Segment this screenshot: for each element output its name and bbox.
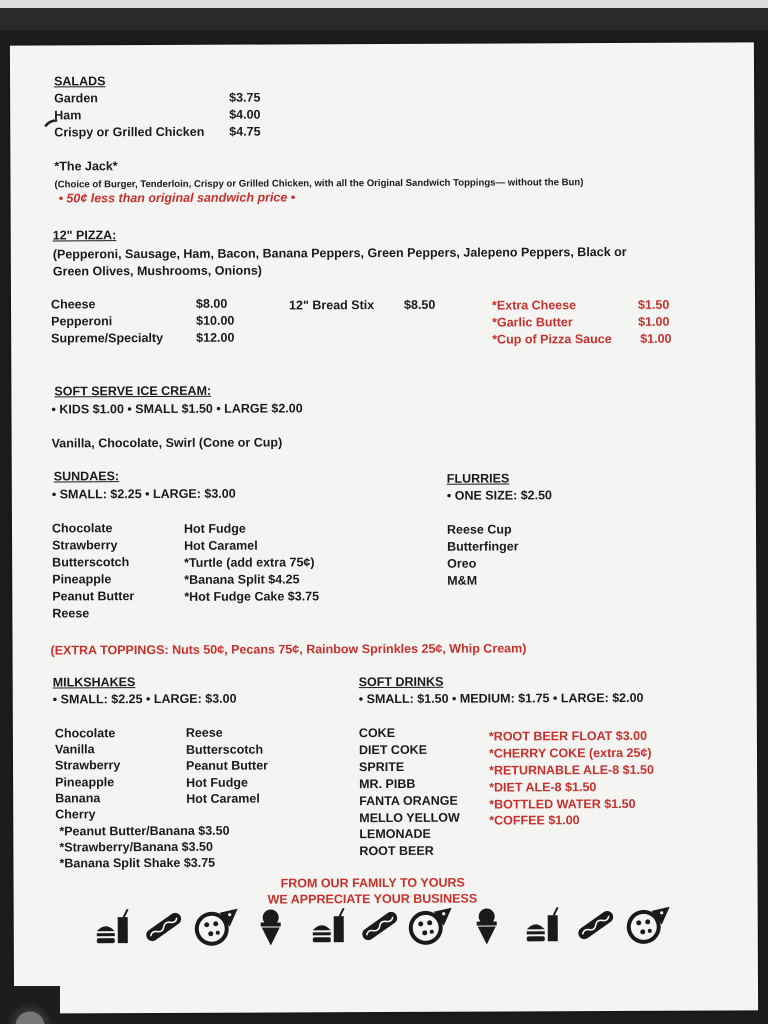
milkshake-flavor: Reese	[185, 725, 223, 740]
menu-page	[10, 42, 758, 1013]
milkshake-flavor: Banana	[55, 791, 101, 806]
burger-drink-icon	[94, 909, 132, 945]
pizza-extra-price: $1.50	[637, 297, 670, 312]
flurry-flavor: Butterfinger	[447, 539, 519, 554]
salad-price: $3.75	[229, 90, 261, 105]
soft-drink: SPRITE	[359, 759, 405, 775]
milkshake-special: *Banana Split Shake $3.75	[59, 855, 216, 871]
hot-dog-icon	[142, 911, 186, 943]
milkshake-flavor: Chocolate	[54, 726, 116, 741]
drink-special: *DIET ALE-8 $1.50	[489, 780, 597, 795]
milkshake-flavor: Vanilla	[54, 742, 95, 757]
soft-drink: COKE	[358, 725, 396, 741]
jack-description: (Choice of Burger, Tenderloin, Crispy or Grilled Chicken, with all the Original Sandwich Toppings— without the Bun)	[54, 177, 584, 191]
milkshake-flavor: Butterscotch	[185, 742, 264, 757]
pizza-price: $8.00	[195, 296, 228, 311]
soft-drinks-heading: SOFT DRINKS	[358, 674, 444, 690]
drink-special: *COFFEE $1.00	[489, 813, 580, 828]
milkshake-special: *Peanut Butter/Banana $3.50	[59, 823, 230, 839]
photo-frame-top	[0, 0, 768, 30]
sundaes-sizes: • SMALL: $2.25 • LARGE: $3.00	[51, 486, 236, 502]
ice-cream-cone-icon	[258, 908, 284, 946]
sundae-flavor: Butterscotch	[52, 555, 130, 570]
drink-special: *BOTTLED WATER $1.50	[489, 796, 636, 812]
bread-stix-name: 12" Bread Stix	[288, 298, 375, 313]
sundae-topping: Hot Caramel	[184, 538, 258, 553]
photo-corner-object	[0, 986, 60, 1024]
sundae-flavor: Pineapple	[52, 572, 112, 587]
salad-price: $4.75	[229, 124, 261, 139]
sundae-topping: *Banana Split $4.25	[184, 572, 300, 587]
burger-drink-icon	[310, 908, 348, 944]
pizza-name: Pepperoni	[51, 314, 113, 329]
footer-line2: WE APPRECIATE YOUR BUSINESS	[267, 891, 478, 907]
sundae-topping: *Hot Fudge Cake $3.75	[184, 589, 320, 604]
milkshake-flavor: Hot Fudge	[186, 775, 248, 790]
milkshake-flavor: Peanut Butter	[186, 758, 269, 773]
soft-serve-sizes: • KIDS $1.00 • SMALL $1.50 • LARGE $2.00	[51, 401, 303, 417]
pizza-extra-price: $1.00	[640, 331, 672, 346]
soft-drink: LEMONADE	[359, 826, 431, 842]
ice-cream-cone-icon	[474, 907, 500, 945]
pizza-toppings-line1: (Pepperoni, Sausage, Ham, Bacon, Banana Peppers, Green Peppers, Jalepeno Peppers, Black or	[52, 244, 627, 262]
pizza-extra-name: *Garlic Butter	[492, 315, 573, 330]
soft-serve-heading: SOFT SERVE ICE CREAM:	[54, 383, 212, 399]
pizza-price: $12.00	[196, 330, 235, 345]
pizza-name: Supreme/Specialty	[51, 330, 164, 346]
pizza-icon	[624, 905, 672, 945]
pizza-icon	[192, 907, 240, 947]
milkshake-flavor: Strawberry	[55, 758, 121, 773]
flurry-flavor: Reese Cup	[446, 522, 512, 537]
milkshakes-sizes: • SMALL: $2.25 • LARGE: $3.00	[52, 691, 237, 707]
sundae-topping: Hot Fudge	[183, 521, 246, 536]
bread-stix-price: $8.50	[403, 297, 436, 312]
pizza-icon	[406, 906, 454, 946]
burger-drink-icon	[524, 907, 562, 943]
sundae-flavor: Peanut Butter	[52, 589, 135, 604]
hot-dog-icon	[358, 910, 402, 942]
sundae-topping: *Turtle (add extra 75¢)	[184, 555, 315, 570]
salad-name: Ham	[54, 108, 82, 123]
pizza-extra-name: *Cup of Pizza Sauce	[492, 332, 612, 347]
soft-drink: MR. PIBB	[359, 776, 416, 792]
pizza-name: Cheese	[50, 297, 96, 312]
soft-drink: ROOT BEER	[359, 843, 434, 859]
milkshake-flavor: Pineapple	[55, 775, 115, 790]
pizza-heading: 12" PIZZA:	[52, 228, 117, 243]
hot-dog-icon	[574, 909, 618, 941]
drink-special: *CHERRY COKE (extra 25¢)	[488, 745, 652, 761]
drink-special: *RETURNABLE ALE-8 $1.50	[489, 762, 654, 778]
milkshake-special: *Strawberry/Banana $3.50	[59, 839, 213, 855]
sundae-flavor: Reese	[52, 606, 90, 621]
flurry-flavor: Oreo	[447, 556, 477, 571]
flurry-flavor: M&M	[447, 573, 478, 588]
footer-line1: FROM OUR FAMILY TO YOURS	[280, 875, 465, 891]
pizza-price: $10.00	[196, 313, 235, 328]
salads-heading: SALADS	[54, 74, 106, 89]
salad-name: Garden	[54, 91, 98, 106]
soft-drinks-sizes: • SMALL: $1.50 • MEDIUM: $1.75 • LARGE: $2.00	[358, 690, 644, 707]
drink-special: *ROOT BEER FLOAT $3.00	[488, 728, 648, 744]
pizza-extra-name: *Extra Cheese	[491, 298, 577, 313]
milkshake-flavor: Cherry	[55, 807, 96, 822]
jack-note: • 50¢ less than original sandwich price •	[58, 190, 296, 206]
pizza-toppings-line2: Green Olives, Mushrooms, Onions)	[52, 263, 262, 279]
sundae-flavor: Strawberry	[52, 538, 118, 553]
soft-drink: MELLO YELLOW	[359, 810, 460, 826]
soft-serve-flavors: Vanilla, Chocolate, Swirl (Cone or Cup)	[51, 435, 283, 451]
sundaes-heading: SUNDAES:	[53, 469, 120, 484]
soft-drink: DIET COKE	[358, 742, 428, 758]
sundae-flavor: Chocolate	[51, 521, 113, 536]
milkshake-flavor: Hot Caramel	[186, 791, 260, 806]
pizza-extra-price: $1.00	[638, 314, 670, 329]
salad-price: $4.00	[229, 107, 261, 122]
salad-name: Crispy or Grilled Chicken	[54, 124, 205, 140]
flurries-heading: FLURRIES	[446, 471, 510, 486]
flurries-sizes: • ONE SIZE: $2.50	[446, 488, 552, 503]
soft-drink: FANTA ORANGE	[359, 793, 458, 809]
extra-toppings-note: (EXTRA TOPPINGS: Nuts 50¢, Pecans 75¢, Rainbow Sprinkles 25¢, Whip Cream)	[50, 641, 527, 658]
jack-title: *The Jack*	[54, 159, 118, 174]
milkshakes-heading: MILKSHAKES	[52, 675, 136, 690]
